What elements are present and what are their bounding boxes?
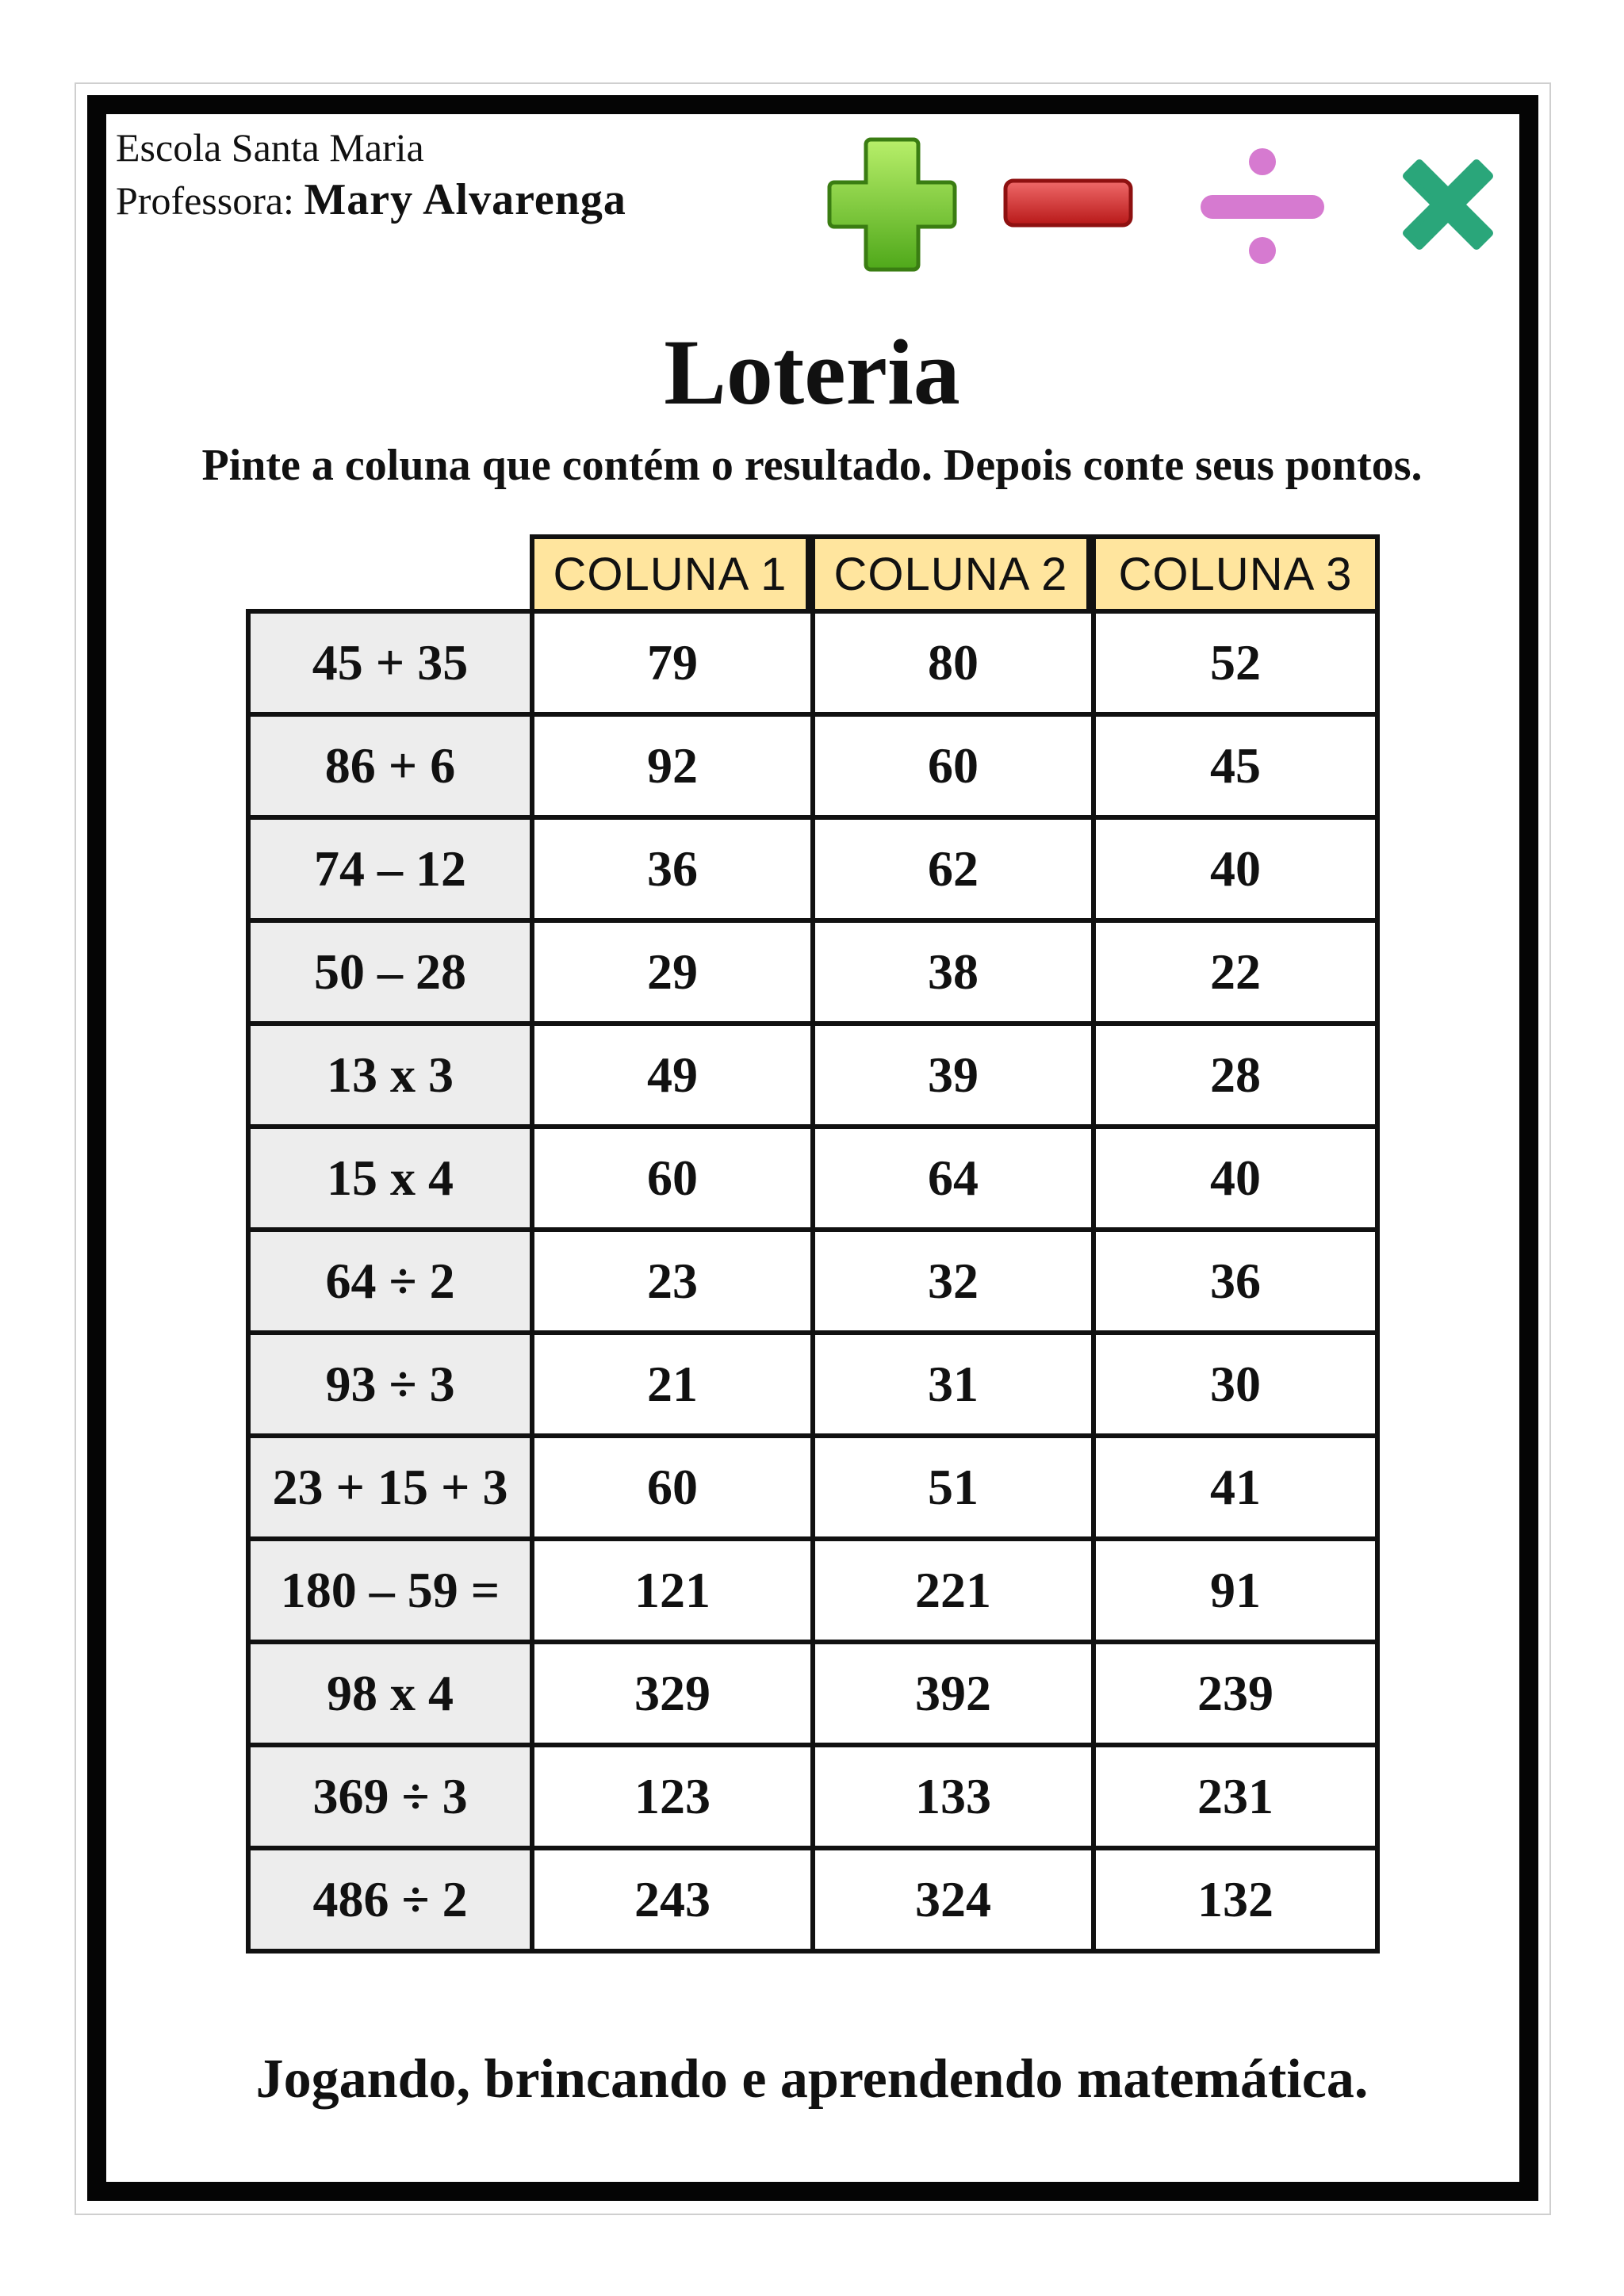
minus-icon (1002, 178, 1134, 228)
answer-cell[interactable]: 52 (1091, 609, 1380, 717)
answer-cell[interactable]: 22 (1091, 918, 1380, 1026)
table-row (246, 1640, 1380, 1747)
school-name: Escola Santa Maria (116, 125, 424, 170)
answer-cell[interactable]: 329 (530, 1640, 815, 1747)
table-row (246, 1227, 1380, 1335)
answer-cell[interactable]: 28 (1091, 1021, 1380, 1129)
answer-cell[interactable]: 31 (810, 1330, 1096, 1438)
expression-cell: 45 + 35 (246, 609, 534, 717)
multiply-icon (1396, 152, 1500, 257)
expression-cell: 369 ÷ 3 (246, 1743, 534, 1850)
table-row (246, 609, 1380, 717)
answer-cell[interactable]: 40 (1091, 815, 1380, 923)
answer-cell[interactable]: 79 (530, 609, 815, 717)
teacher-line (116, 173, 626, 228)
answer-cell[interactable]: 30 (1091, 1330, 1380, 1438)
answer-cell[interactable]: 62 (810, 815, 1096, 923)
answer-cell[interactable]: 40 (1091, 1124, 1380, 1232)
answer-cell[interactable]: 221 (810, 1536, 1096, 1644)
answer-cell[interactable]: 32 (810, 1227, 1096, 1335)
instructions: Pinte a coluna que contém o resultado. Depois conte seus pontos. (201, 441, 1423, 490)
answer-cell[interactable]: 60 (530, 1433, 815, 1541)
answer-cell[interactable]: 36 (530, 815, 815, 923)
answer-cell[interactable]: 36 (1091, 1227, 1380, 1335)
answer-cell[interactable]: 123 (530, 1743, 815, 1850)
answer-cell[interactable]: 21 (530, 1330, 815, 1438)
answer-cell[interactable]: 91 (1091, 1536, 1380, 1644)
table-row (246, 1433, 1380, 1541)
expression-cell: 93 ÷ 3 (246, 1330, 534, 1438)
table-row (246, 1124, 1380, 1232)
answer-cell[interactable]: 38 (810, 918, 1096, 1026)
operation-icons (825, 135, 1507, 277)
answer-cell[interactable]: 392 (810, 1640, 1096, 1747)
expression-cell: 23 + 15 + 3 (246, 1433, 534, 1541)
divide-icon (1197, 144, 1327, 268)
answer-cell[interactable]: 324 (810, 1846, 1096, 1954)
answer-cell[interactable]: 132 (1091, 1846, 1380, 1954)
teacher-label: Professora: (116, 178, 294, 223)
column-header-2: COLUNA 2 (810, 534, 1091, 614)
answer-cell[interactable]: 45 (1091, 712, 1380, 820)
expression-cell: 74 – 12 (246, 815, 534, 923)
expression-cell: 13 x 3 (246, 1021, 534, 1129)
answer-cell[interactable]: 39 (810, 1021, 1096, 1129)
answer-cell[interactable]: 60 (530, 1124, 815, 1232)
answer-cell[interactable]: 49 (530, 1021, 815, 1129)
answer-cell[interactable]: 121 (530, 1536, 815, 1644)
answer-cell[interactable]: 51 (810, 1433, 1096, 1541)
table-row (246, 1330, 1380, 1438)
expression-cell: 86 + 6 (246, 712, 534, 820)
column-header-3: COLUNA 3 (1091, 534, 1380, 614)
expression-cell: 486 ÷ 2 (246, 1846, 534, 1954)
page-title: Loteria (664, 320, 960, 424)
answer-cell[interactable]: 243 (530, 1846, 815, 1954)
answer-cell[interactable]: 41 (1091, 1433, 1380, 1541)
answer-cell[interactable]: 64 (810, 1124, 1096, 1232)
teacher-name: Mary Alvarenga (304, 175, 626, 224)
table-row (246, 918, 1380, 1026)
table-row (246, 1021, 1380, 1129)
expression-cell: 15 x 4 (246, 1124, 534, 1232)
expression-cell: 64 ÷ 2 (246, 1227, 534, 1335)
answer-cell[interactable]: 29 (530, 918, 815, 1026)
table-row (246, 1536, 1380, 1644)
answer-cell[interactable]: 231 (1091, 1743, 1380, 1850)
answer-cell[interactable]: 239 (1091, 1640, 1380, 1747)
table-row (246, 1846, 1380, 1954)
plus-icon (825, 135, 959, 274)
answer-cell[interactable]: 133 (810, 1743, 1096, 1850)
table-row (246, 712, 1380, 820)
answer-cell[interactable]: 60 (810, 712, 1096, 820)
table-row (246, 815, 1380, 923)
column-header-1: COLUNA 1 (530, 534, 810, 614)
expression-cell: 50 – 28 (246, 918, 534, 1026)
answer-cell[interactable]: 80 (810, 609, 1096, 717)
footer-slogan: Jogando, brincando e aprendendo matemática. (255, 2049, 1369, 2110)
answer-cell[interactable]: 23 (530, 1227, 815, 1335)
table-row (246, 1743, 1380, 1850)
expression-cell: 98 x 4 (246, 1640, 534, 1747)
expression-cell: 180 – 59 = (246, 1536, 534, 1644)
answer-cell[interactable]: 92 (530, 712, 815, 820)
